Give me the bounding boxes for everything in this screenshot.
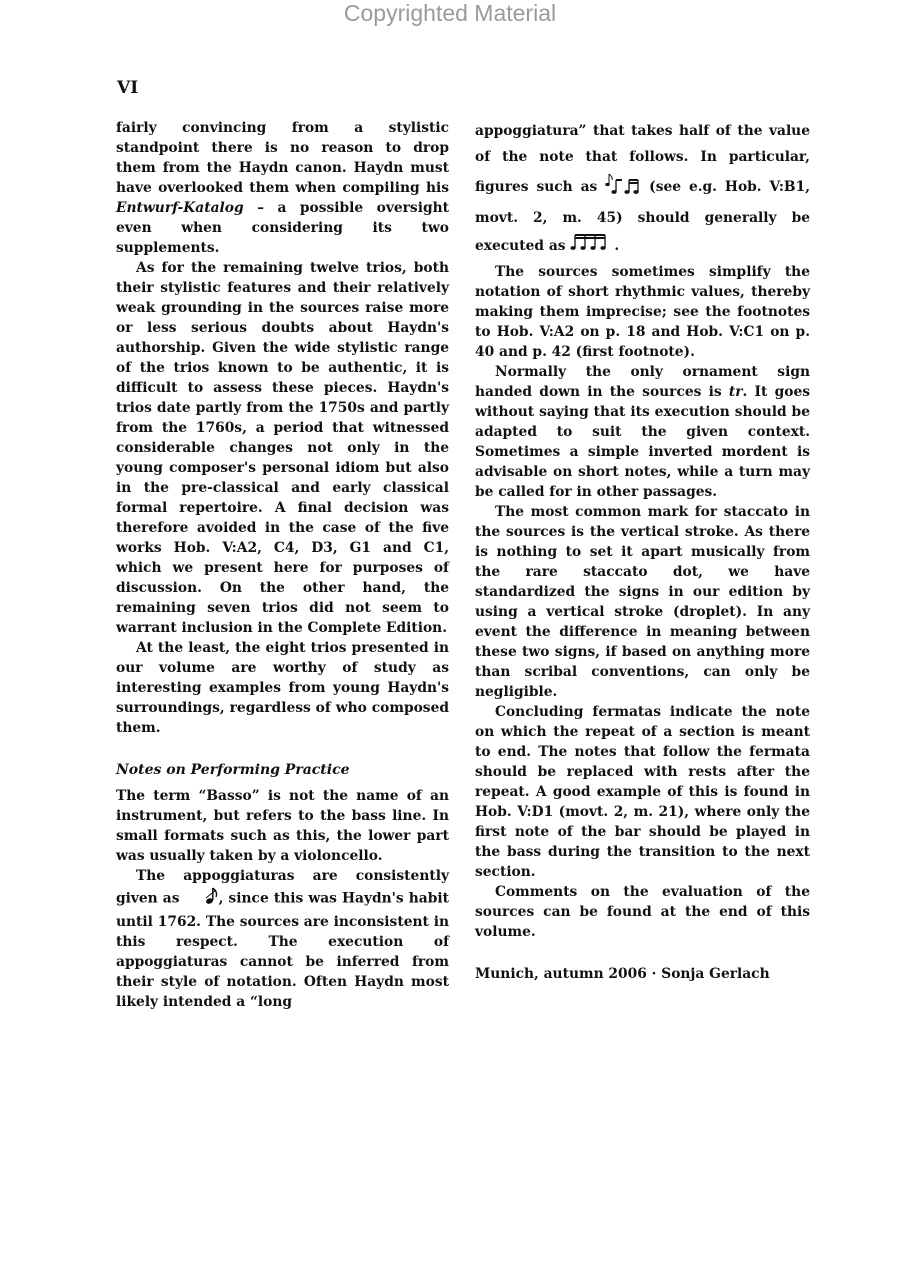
- text-span: Normally the only ornament sign handed down in the sources is: [475, 364, 810, 400]
- signature: Munich, autumn 2006 · Sonja Gerlach: [475, 966, 770, 982]
- right-paragraph-3: [475, 362, 810, 502]
- copyright-watermark: Copyrighted Material: [343, 0, 557, 26]
- page-number: VI: [117, 78, 139, 98]
- trill-sign: tr: [728, 384, 743, 400]
- text-span: The appoggiaturas are consistently given as: [116, 868, 449, 907]
- right-column: [475, 118, 810, 984]
- catalog-title: Entwurf-Katalog: [116, 200, 244, 216]
- eighth-note-appoggiatura-icon: [185, 886, 219, 912]
- left-column: [116, 118, 449, 1012]
- left-paragraph-2: As for the remaining twelve trios, both their stylistic features and their relatively weak grounding in the sources raise more or less serious doubts about Haydn's authorship. Given the wide stylistic range of the trios known to be authentic, it is difficult to assess these pieces. Haydn's trios date partly from the 1750s and partly from the 1760s, a period that witnessed considerable changes not only in the young composer's personal idiom but also in the pre-classical and early classical formal repertoire. A final decision was therefore avoided in the case of the five works Hob. V:A2, C4, D3, G1 and C1, which we present here for purposes of discussion. On the other hand, the remaining seven trios did not seem to warrant inclusion in the Complete Edition.: [116, 260, 449, 636]
- left-paragraph-4: The term “Basso” is not the name of an instrument, but refers to the bass line. In small formats such as this, the lower part was usually taken by a violoncello.: [116, 788, 449, 864]
- text-span: , since this was Haydn's habit until 1762. The sources are inconsistent in this respect. The execution of appoggiaturas cannot be inferred from their style of notation. Often Haydn most likely intended a “long: [116, 890, 449, 1010]
- right-paragraph-1: [475, 118, 810, 262]
- right-paragraph-2: The sources sometimes simplify the notation of short rhythmic values, thereby making them imprecise; see the footnotes to Hob. V:A2 on p. 18 and Hob. V:C1 on p. 40 and p. 42 (first footnote).: [475, 264, 810, 360]
- text-span: appoggiatura” that takes half of the value of the note that follows. In particular, figures such as: [475, 123, 810, 195]
- right-paragraph-4: The most common mark for staccato in the sources is the vertical stroke. As there is nothing to set it apart musically from the rare staccato dot, we have standardized the signs in our edition by using a vertical stroke (droplet). In any event the difference in meaning between these two signs, if based on anything more than scribal conventions, can only be negligible.: [475, 504, 810, 700]
- grace-note-rhythm-figure-icon: [605, 170, 641, 205]
- right-paragraph-5: Concluding fermatas indicate the note on which the repeat of a section is meant to end. The notes that follow the fermata should be replaced with rests after the repeat. A good example of this is found in Hob. V:D1 (movt. 2, m. 21), where only the first note of the bar should be played in the bass during the transition to the next section.: [475, 704, 810, 880]
- left-paragraph-5: [116, 866, 449, 1012]
- left-paragraph-3: At the least, the eight trios presented in our volume are worthy of study as interesting examples from young Haydn's surroundings, regardless of who composed them.: [116, 640, 449, 736]
- right-paragraph-6: Comments on the evaluation of the sources can be found at the end of this volume.: [475, 884, 810, 940]
- four-sixteenth-notes-icon: [570, 231, 614, 262]
- text-span: (see e.g. Hob. V:B1, movt. 2, m. 45) should generally be executed as: [475, 179, 810, 254]
- text-span: fairly convincing from a stylistic standpoint there is no reason to drop them from the Haydn canon. Haydn must have overlooked them when compiling his: [116, 120, 449, 196]
- text-span: – a possible oversight even when considering its two supplements.: [116, 200, 449, 256]
- left-paragraph-1: [116, 118, 449, 258]
- text-span: .: [614, 238, 620, 254]
- section-heading: Notes on Performing Practice: [116, 762, 350, 778]
- text-span: . It goes without saying that its execution should be adapted to suit the given context. Sometimes a simple inverted mordent is advisable on short notes, while a turn may be called for in other passages.: [475, 384, 810, 500]
